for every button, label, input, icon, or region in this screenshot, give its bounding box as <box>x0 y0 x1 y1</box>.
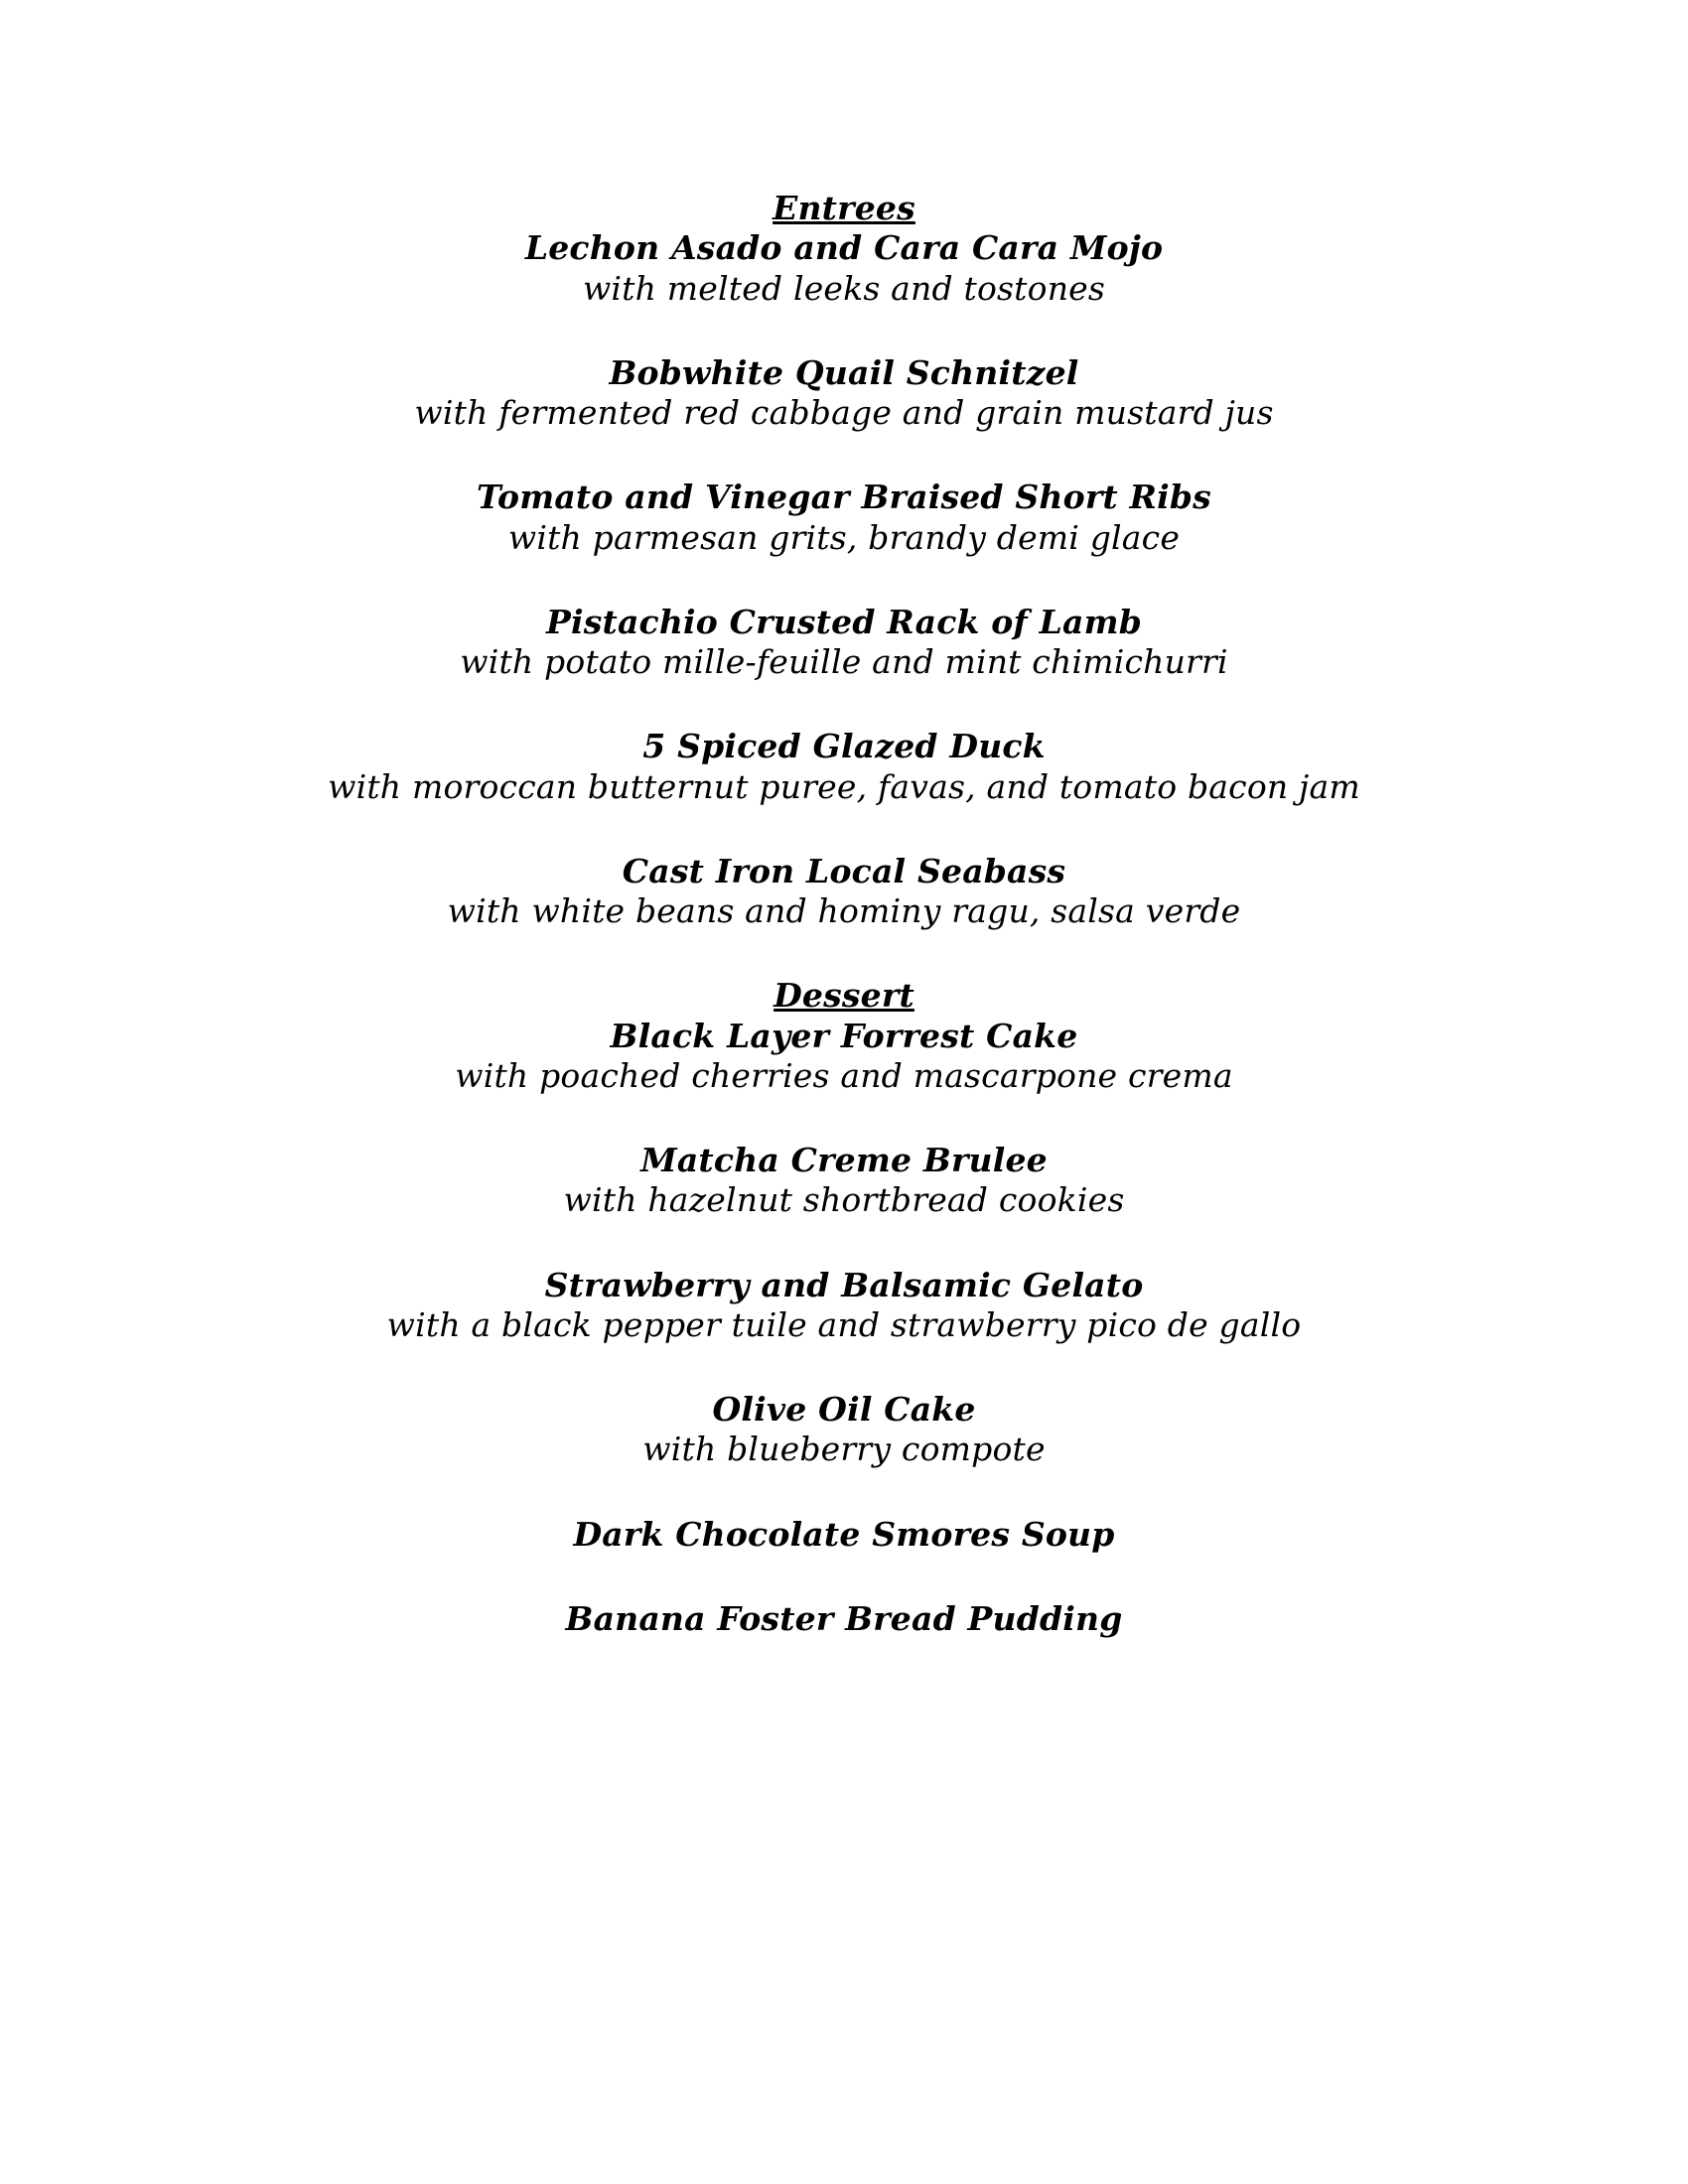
menu-item-name: 5 Spiced Glazed Duck <box>642 727 1046 766</box>
menu-item-name: Bobwhite Quail Schnitzel <box>609 352 1079 392</box>
menu-item-name: Banana Foster Bread Pudding <box>565 1598 1123 1638</box>
menu-item-name: Strawberry and Balsamic Gelato <box>544 1265 1144 1304</box>
menu-item <box>149 1515 1539 1555</box>
spacer <box>149 1555 1539 1599</box>
menu-item-description: with fermented red cabbage and grain mustard jus <box>414 393 1274 432</box>
menu-item-description: with moroccan butternut puree, favas, and tomato bacon jam <box>328 766 1360 806</box>
menu-item-description: with potato mille-feuille and mint chimichurri <box>460 642 1228 681</box>
spacer <box>149 1345 1539 1390</box>
menu-item-description: with hazelnut shortbread cookies <box>563 1180 1125 1220</box>
menu-item-name: Olive Oil Cake <box>712 1390 976 1429</box>
menu-item <box>149 478 1539 558</box>
menu-item <box>149 603 1539 683</box>
menu-item-name: Matcha Creme Brulee <box>640 1141 1048 1179</box>
menu-item <box>149 1390 1539 1470</box>
spacer <box>149 1221 1539 1266</box>
menu-item-name: Dark Chocolate Smores Soup <box>573 1514 1115 1554</box>
menu-item-name: Black Layer Forrest Cake <box>610 1016 1078 1055</box>
menu-item <box>149 1599 1539 1639</box>
spacer <box>149 309 1539 353</box>
menu-item <box>149 727 1539 807</box>
spacer <box>149 682 1539 727</box>
spacer <box>149 807 1539 852</box>
menu-item-description: with parmesan grits, brandy demi glace <box>507 517 1181 557</box>
menu-item-description: with poached cherries and mascarpone crema <box>455 1055 1233 1095</box>
menu-content <box>149 189 1539 1639</box>
menu-item-name: Lechon Asado and Cara Cara Mojo <box>524 228 1164 268</box>
menu-item-name: Pistachio Crusted Rack of Lamb <box>546 602 1142 641</box>
spacer <box>149 1470 1539 1515</box>
menu-item-description: with blueberry compote <box>642 1430 1046 1469</box>
menu-item-description: with white beans and hominy ragu, salsa verde <box>447 891 1241 930</box>
spacer <box>149 558 1539 603</box>
menu-item <box>149 852 1539 932</box>
menu-item <box>149 1017 1539 1097</box>
spacer <box>149 1096 1539 1141</box>
menu-item <box>149 1266 1539 1346</box>
menu-item <box>149 1141 1539 1221</box>
section-heading-dessert: Dessert <box>774 976 914 1016</box>
menu-item-name: Cast Iron Local Seabass <box>622 851 1066 890</box>
menu-item-description: with melted leeks and tostones <box>582 268 1106 308</box>
section-heading-entrees: Entrees <box>773 189 915 227</box>
spacer <box>149 433 1539 478</box>
spacer <box>149 931 1539 976</box>
menu-item-name: Tomato and Vinegar Braised Short Ribs <box>477 478 1211 517</box>
menu-item-description: with a black pepper tuile and strawberry pico de gallo <box>386 1304 1302 1344</box>
menu-item <box>149 353 1539 434</box>
menu-item <box>149 228 1539 309</box>
